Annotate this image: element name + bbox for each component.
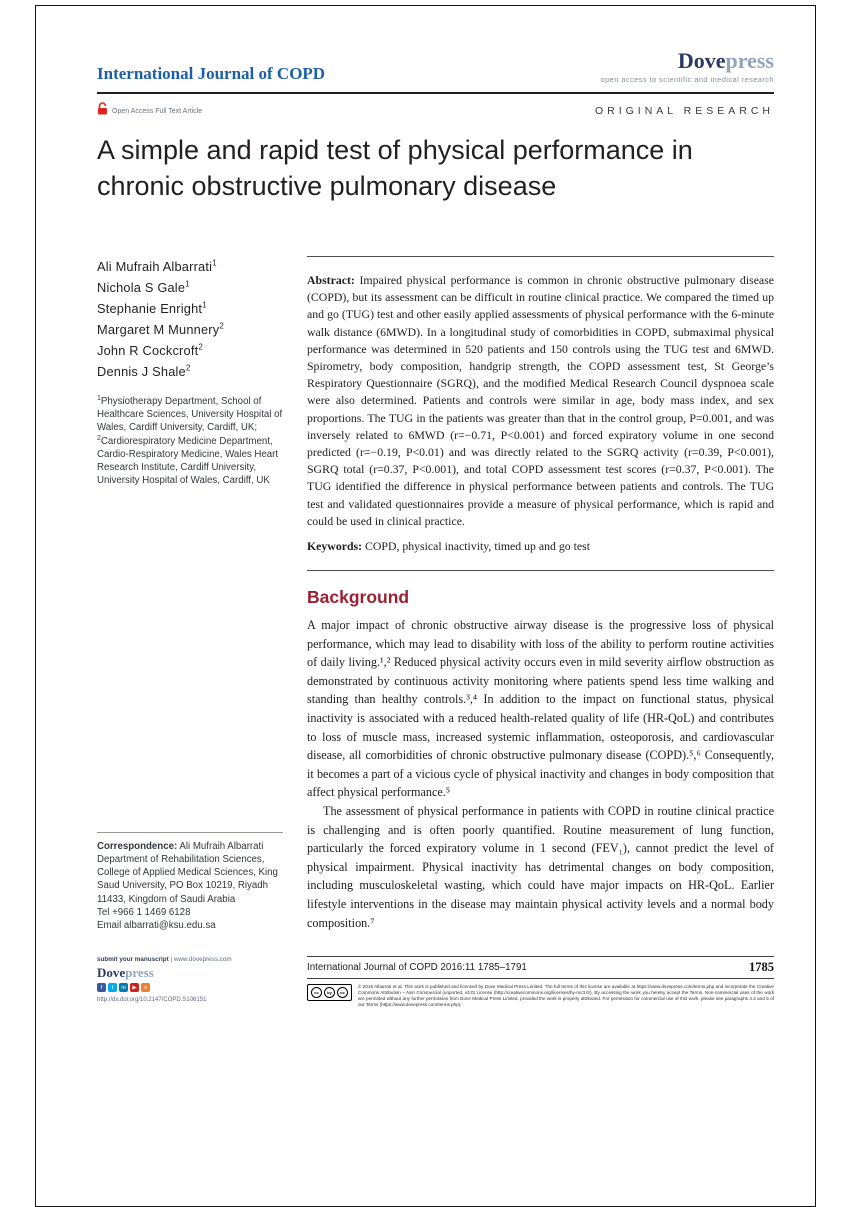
abstract-label: Abstract: xyxy=(307,273,355,287)
open-access-badge xyxy=(97,102,202,120)
affiliations: $^1$Physiotherapy Department, School of Healthcare Sciences, University Hospital of Wales, Cardiff University, Cardiff, UK; $^2$Cardiorespiratory Medicine Department, Cardio-Respiratory Medicine, Wales Heart Research Institute, Cardiff University, University Hospital of Wales, Cardiff, UK xyxy=(97,394,283,487)
background-section xyxy=(307,587,774,932)
linkedin-icon[interactable]: in xyxy=(119,983,128,992)
masthead xyxy=(97,50,774,94)
page-footer xyxy=(97,956,774,1008)
youtube-icon[interactable]: ▶ xyxy=(130,983,139,992)
correspondence-name: Ali Mufraih Albarrati xyxy=(179,840,264,852)
correspondence-address: Department of Rehabilitation Sciences, College of Applied Medical Sciences, King Saud University, PO Box 10219, Riyadh 11433, Kingdom of Saudi Arabia xyxy=(97,853,278,905)
citation-row xyxy=(307,956,774,979)
dovepress-block xyxy=(601,50,774,84)
dovepress-footer-logo: Dovepress xyxy=(97,965,154,981)
content-columns xyxy=(97,256,774,932)
cc-icon: cc xyxy=(311,987,322,998)
author-affil-ref: 2 xyxy=(185,363,191,373)
correspondence-label: Correspondence: xyxy=(97,840,178,852)
article-title: A simple and rapid test of physical performance in chronic obstructive pulmonary disease xyxy=(97,135,693,201)
journal-title: International Journal of COPD xyxy=(97,64,326,83)
author: Stephanie Enright$^1$ xyxy=(97,300,207,316)
page-number: 1785 xyxy=(749,960,774,975)
section-heading-background: Background xyxy=(307,587,410,608)
author-affil-ref: 2 xyxy=(198,342,204,352)
dovepress-url-link[interactable]: www.dovepress.com xyxy=(173,956,232,964)
license-text: © 2016 Albarrati et al. This work is published and licensed by Dove Medical Press Limited. The full terms of this license are available at https://www.dovepress.com/terms.php and incorporate the Creative Commons Attribution – Non Commercial (unported, v3.0) License (http://creativecommons.org/licenses/by-nc/3.0/). By accessing the work you hereby accept the Terms. Non-commercial uses of the work are permitted without any further permission from Dove Medical Press Limited, provided the work is properly attributed. For permission for commercial use of this work, please see paragraphs 4.2 and 5 of our Terms (https://www.dovepress.com/terms.php). xyxy=(358,984,774,1007)
social-icons xyxy=(97,983,283,992)
author-affil-ref: 1 xyxy=(185,279,190,289)
author: John R Cockcroft$^2$ xyxy=(97,342,204,358)
left-column-spacer xyxy=(97,487,283,831)
footer-right xyxy=(307,956,774,1008)
facebook-icon[interactable]: f xyxy=(97,983,106,992)
correspondence-block xyxy=(97,832,283,932)
submit-manuscript-line: submit your manuscript | www.dovepress.com xyxy=(97,956,232,964)
open-access-lock-icon xyxy=(97,102,108,120)
rss-icon[interactable]: s xyxy=(141,983,150,992)
dovepress-logo xyxy=(601,50,774,72)
license-row xyxy=(307,984,774,1008)
cc-by-nc-badge xyxy=(307,984,352,1001)
background-paragraph-2: The assessment of physical performance in patients with COPD in routine clinical practice is challenging and is often poorly quantified. Routine measurement of lung function, particularly the forced expiratory volume in 1 second (FEV₁), cannot predict the level of physical impairment. Physical inactivity has detrimental changes on body composition, including musculoskeletal wasting, which could have major impacts on HR-QoL. Earlier lifestyle interventions in the disease may maintain physical activity levels and a normal body composition.⁷ xyxy=(307,803,774,930)
author-list xyxy=(97,256,283,382)
correspondence-tel: Tel +966 1 1469 6128 xyxy=(97,906,191,918)
keywords-line xyxy=(307,538,774,555)
author: Margaret M Munnery$^2$ xyxy=(97,321,225,337)
author: Dennis J Shale$^2$ xyxy=(97,363,191,379)
submit-label: submit your manuscript xyxy=(97,956,169,964)
abstract-paragraph xyxy=(307,272,774,530)
twitter-icon[interactable]: t xyxy=(108,983,117,992)
meta-row xyxy=(97,104,774,118)
right-column xyxy=(307,256,774,932)
correspondence-email: Email albarrati@ksu.edu.sa xyxy=(97,919,216,931)
keywords-label: Keywords: xyxy=(307,539,363,554)
keywords-text: COPD, physical inactivity, timed up and go test xyxy=(365,539,590,554)
cc-by-icon: by xyxy=(324,987,335,998)
article-type-label: ORIGINAL RESEARCH xyxy=(594,105,774,117)
author: Ali Mufraih Albarrati$^1$ xyxy=(97,258,217,274)
doi-link[interactable]: http://dx.doi.org/10.2147/COPD.S106151 xyxy=(97,997,207,1004)
author-affil-ref: 1 xyxy=(202,300,207,310)
abstract-section xyxy=(307,272,774,571)
journal-tagline: open access to scientific and medical research xyxy=(600,75,774,84)
dovepress-logo-dove: Dove xyxy=(677,48,726,73)
abstract-text: Impaired physical performance is common in chronic obstructive pulmonary disease (COPD), but its assessment can be difficult in routine clinical practice. We compared the timed up and go (TUG) test and other easily applied assessments of physical performance with the 6-minute walk distance (6MWD). In a longitudinal study of comorbidities in COPD, submaximal physical performance was determined in 520 patients and 150 controls using the TUG test and 6MWD. Spirometry, body composition, handgrip strength, the COPD assessment test, St George’s Respiratory Questionnaire (SGRQ), and the modified Medical Research Council dyspnoea scale were also determined. Patients and controls were similar in age, body mass index, and sex proportions. The TUG in the patients was greater than that in the control group, P=0.001, and was inversely related to 6MWD (r=−0.71, P<0.001) and forced expiratory volume in one second predicted (r=−0.19, P<0.01) and was directly related to the SGRQ activity (r=0.39, P<0.001), SGRQ total (r=0.37, P<0.001), and total COPD assessment test scores (r=0.37, P<0.001). The TUG identified the difference in physical performance between patients and controls. The TUG test and validated questionnaires provide a measure of physical performance, which is rapid and could be used in clinical practice. xyxy=(307,273,774,528)
author-affil-ref: 2 xyxy=(219,321,225,331)
background-paragraph-1: A major impact of chronic obstructive airway disease is the progressive loss of physical performance, which may lead to disability with loss of the ability to perform routine activities of daily living.¹,² Reduced physical activity occurs even in mild severity airflow obstruction as demonstrated by continuous activity monitoring where patients spend less time walking and standing than healthy controls.³,⁴ In addition to the impact on functional status, physical inactivity is associated with a reduced health-related quality of life (HR-QoL) and contributes to loss of muscle mass, increased systemic inflammation, osteoporosis, and cardiovascular disease, all comorbidities of chronic obstructive pulmonary disease (COPD).⁵,⁶ Consequently, it becomes a part of a vicious cycle of physical inactivity and changes in body composition that affect physical performance.⁵ xyxy=(307,618,774,800)
author-affil-ref: 1 xyxy=(212,258,217,268)
journal-citation: International Journal of COPD 2016:11 1785–1791 xyxy=(307,962,527,974)
footer-left xyxy=(97,956,283,1003)
cc-nc-icon: nc xyxy=(337,987,348,998)
open-access-label: Open Access Full Text Article xyxy=(112,107,203,115)
left-column xyxy=(97,256,283,932)
author: Nichola S Gale$^1$ xyxy=(97,279,190,295)
dovepress-logo-press: press xyxy=(725,48,774,73)
